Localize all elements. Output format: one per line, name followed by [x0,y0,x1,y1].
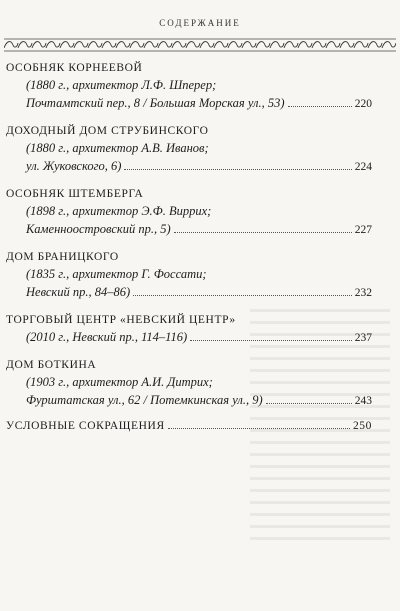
page-number: 220 [354,98,372,110]
entry-detail-text: Каменноостровский пр., 5) [26,222,171,236]
ornament-wave [158,42,172,48]
entry-detail-text: ул. Жуковского, 6) [26,159,122,173]
ornament-wave [312,42,326,48]
ornament-wave [4,42,18,48]
entry-detail-line [26,139,372,157]
decorative-border-ornament [4,38,396,52]
dot-leader [174,232,352,233]
ornament-wave [284,42,298,48]
ornament-wave [382,42,396,48]
ornament-wave [326,42,340,48]
ornament-wave [172,42,186,48]
ornament-wave [270,42,284,48]
entry-title: ОСОБНЯК КОРНЕЕВОЙ [6,62,143,74]
ornament-wave [130,42,144,48]
abbreviations-title: УСЛОВНЫЕ СОКРАЩЕНИЯ [6,420,165,432]
toc-entry[interactable] [6,186,372,239]
ornament-wave [46,42,60,48]
ornament-wave [256,42,270,48]
ornament-wave [214,42,228,48]
entry-detail-line [26,265,372,283]
entry-title: ОСОБНЯК ШТЕМБЕРГА [6,188,144,200]
ornament-wave [368,42,382,48]
entry-detail-text: (1880 г., архитектор А.В. Иванов; [26,141,209,155]
ornament-wave [144,42,158,48]
ornament-wave [74,42,88,48]
entry-title: ДОХОДНЫЙ ДОМ СТРУБИНСКОГО [6,125,209,137]
entry-title: ДОМ БРАНИЦКОГО [6,251,119,263]
bleed-through-text [250,300,390,590]
ornament-wave [228,42,242,48]
dot-leader [288,106,352,107]
page-number: 243 [354,395,372,407]
ornament-wave [354,42,368,48]
page-number: 237 [354,332,372,344]
dot-leader [133,295,352,296]
entry-detail-text: Фурштатская ул., 62 / Потемкинская ул., 9) [26,393,263,407]
ornament-wave [18,42,32,48]
ornament-wave [116,42,130,48]
entry-detail-line [26,202,372,220]
entry-title: ДОМ БОТКИНА [6,359,97,371]
entry-detail-text: (1898 г., архитектор Э.Ф. Виррих; [26,204,212,218]
entry-detail-text: (2010 г., Невский пр., 114–116) [26,330,188,344]
entry-detail-text: Невский пр., 84–86) [26,285,131,299]
ornament-wave [60,42,74,48]
page-number: 224 [354,161,372,173]
ornament-wave [88,42,102,48]
ornament-wave [186,42,200,48]
entry-title: ТОРГОВЫЙ ЦЕНТР «НЕВСКИЙ ЦЕНТР» [6,314,236,326]
ornament-wave [102,42,116,48]
toc-entry[interactable] [6,60,372,113]
entry-detail-line [26,157,372,176]
entry-detail-text: (1835 г., архитектор Г. Фоссати; [26,267,207,281]
ornament-wave [200,42,214,48]
toc-entry[interactable] [6,249,372,302]
entry-detail-text: (1880 г., архитектор Л.Ф. Шперер; [26,78,217,92]
entry-detail-line [26,94,372,113]
ornament-wave [340,42,354,48]
entry-detail-line [26,220,372,239]
ornament-wave [32,42,46,48]
toc-entry[interactable] [6,123,372,176]
ornament-wave [298,42,312,48]
ornament-wave [242,42,256,48]
page-header: СОДЕРЖАНИЕ [159,18,241,28]
page-number: 232 [354,287,372,299]
dot-leader [124,169,351,170]
entry-detail-text: (1903 г., архитектор А.И. Дитрих; [26,375,213,389]
page-number: 227 [354,224,372,236]
entry-detail-line [26,76,372,94]
page-number: 250 [352,420,372,432]
entry-detail-text: Почтамтский пер., 8 / Большая Морская ул., 53) [26,96,285,110]
